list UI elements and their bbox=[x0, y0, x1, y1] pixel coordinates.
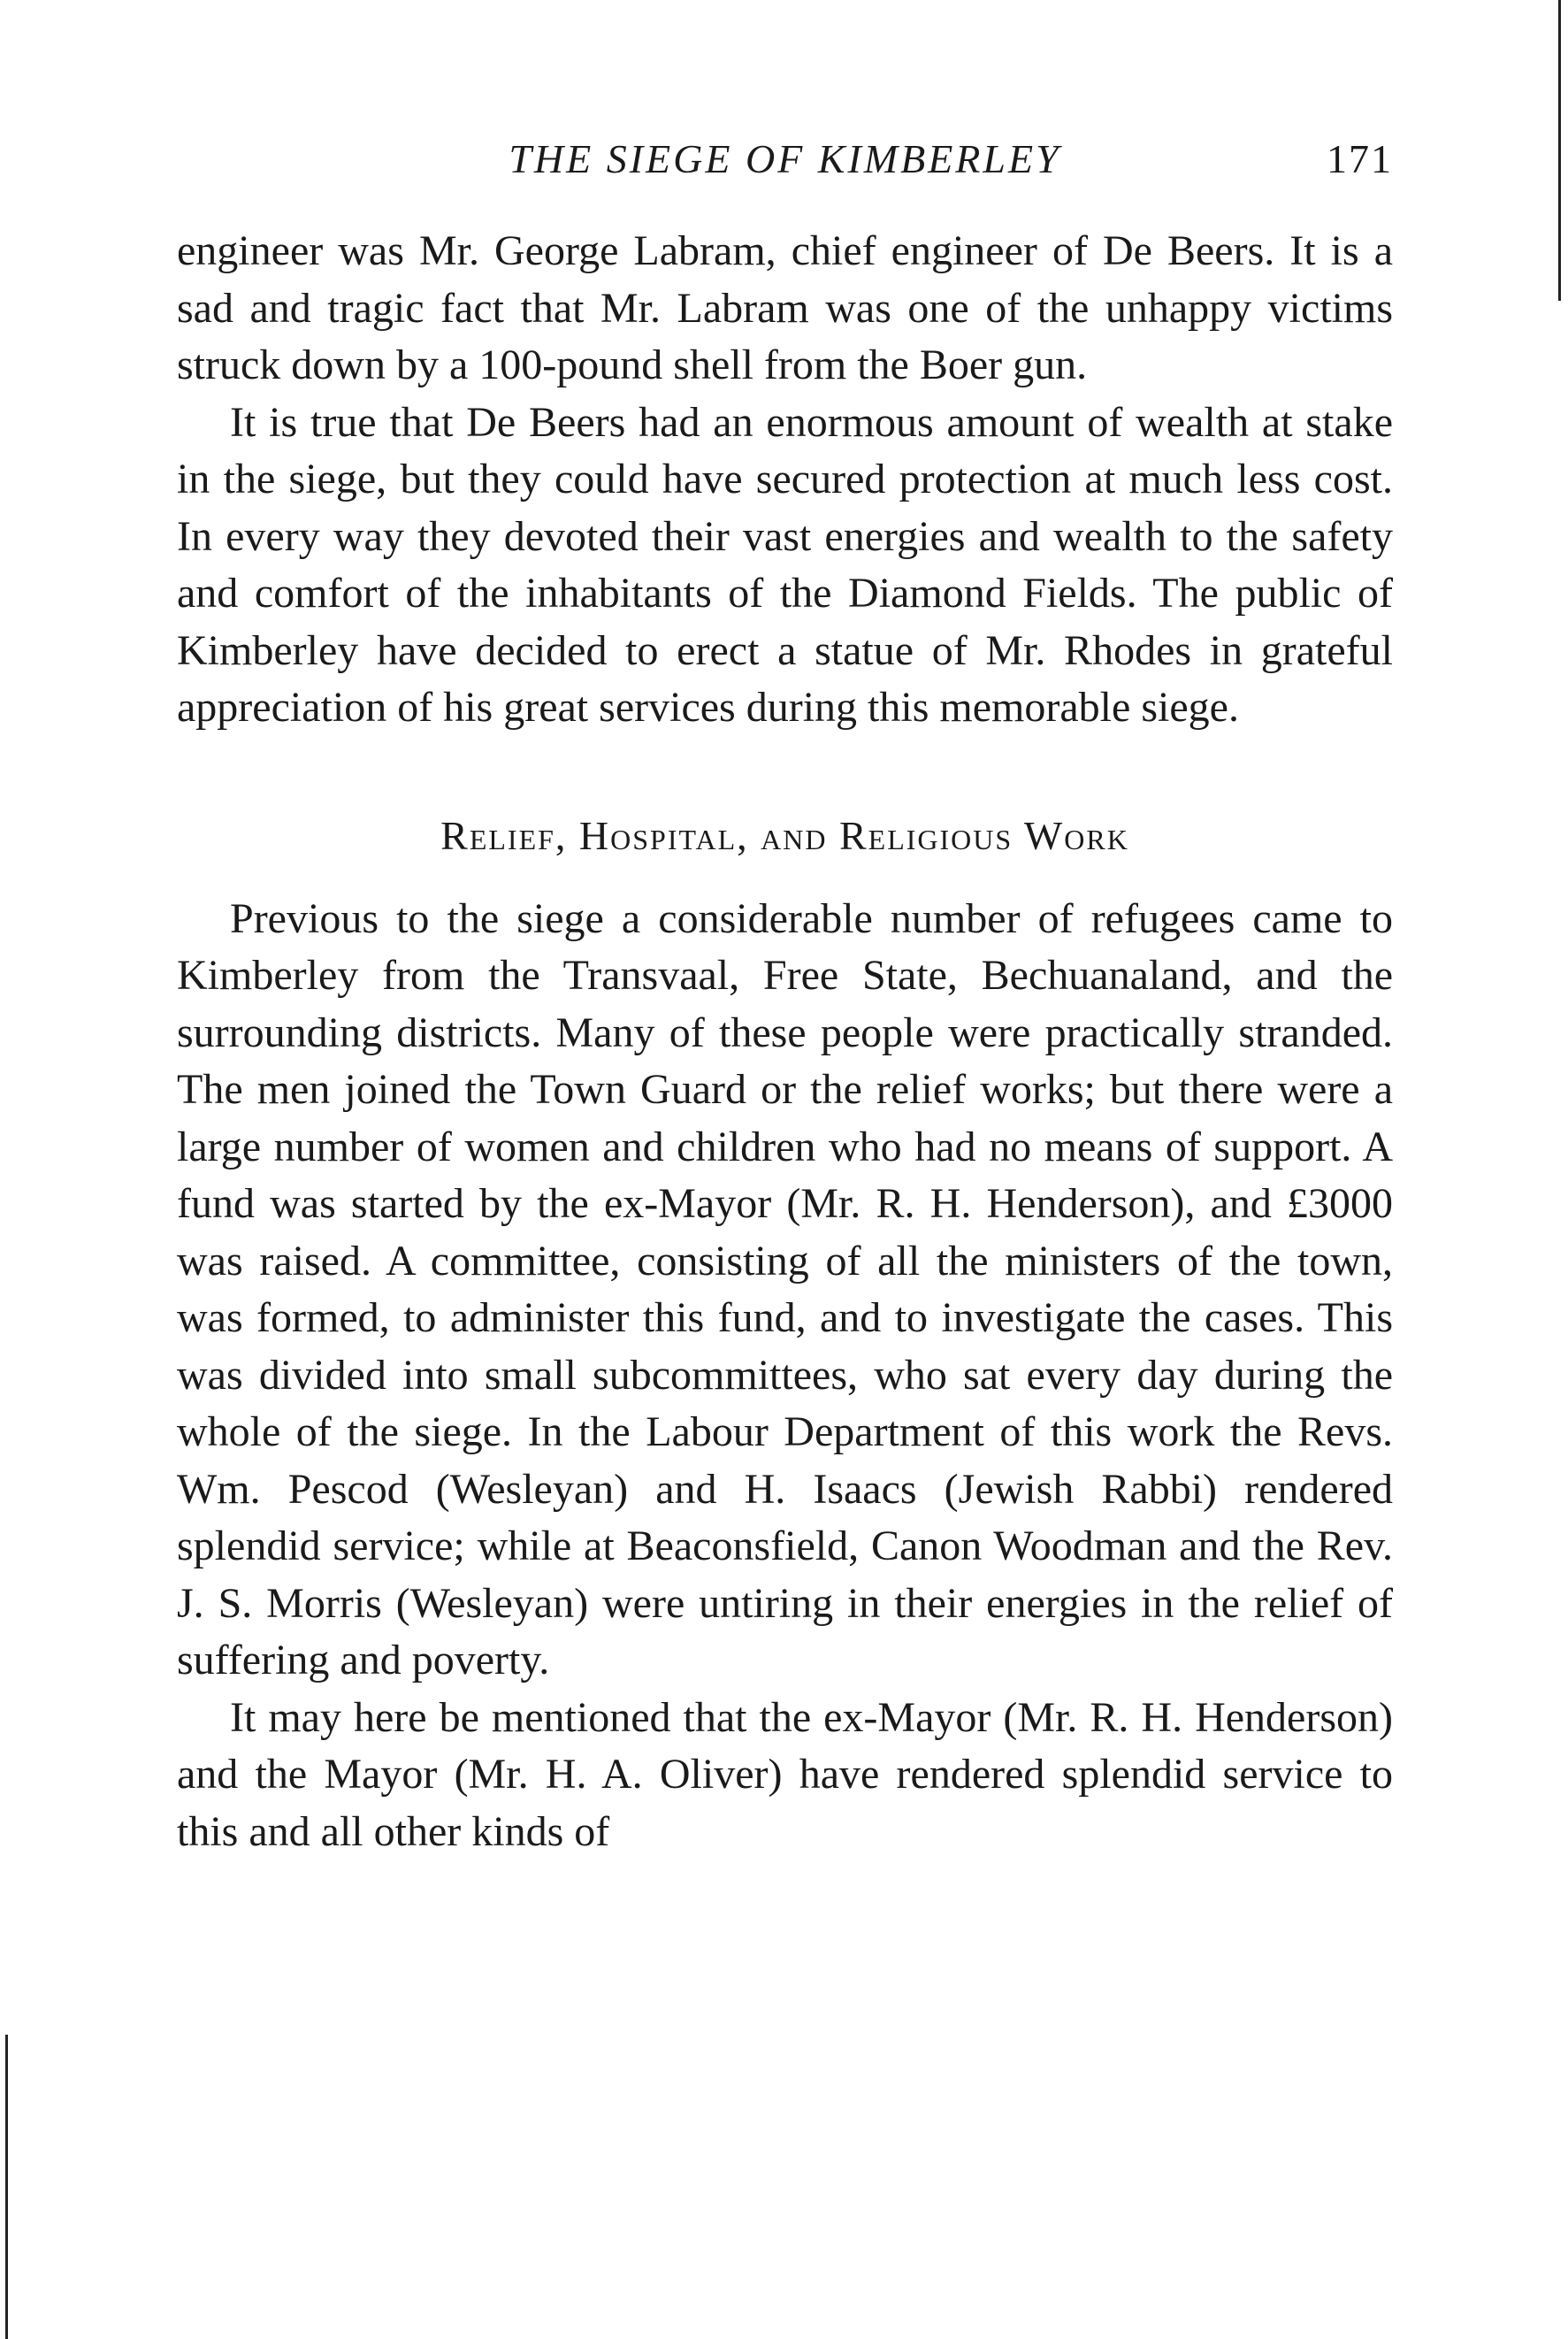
paragraph-continued: engineer was Mr. George Labram, chief engineer of De Beers. It is a sad and tragic fact that Mr. Labram was one of the unhappy victims struck down by a 100-pound shell from the Boer gun. bbox=[177, 227, 1393, 388]
running-title: THE SIEGE OF KIMBERLEY bbox=[509, 136, 1061, 181]
page-number: 171 bbox=[1327, 136, 1393, 181]
body-text bbox=[177, 223, 1393, 1860]
paragraph: Previous to the siege a considerable number of refugees came to Kimberley from the Transvaal, Free State, Bechuanaland, and the surrounding districts. Many of these people were practically stranded. The men joined the Town Guard or the relief works; but there were a large number of women and children who had no means of support. A fund was started by the ex-Mayor (Mr. R. H. Henderson), and £3000 was raised. A committee, consisting of all the ministers of the town, was formed, to administer this fund, and to investigate the cases. This was divided into small subcommittees, who sat every day during the whole of the siege. In the Labour Department of this work the Revs. Wm. Pescod (Wesleyan) and H. Isaacs (Jewish Rabbi) rendered splendid service; while at Beaconsfield, Canon Woodman and the Rev. J. S. Morris (Wesleyan) were untiring in their energies in the relief of suffering and poverty. bbox=[177, 894, 1393, 1683]
page-header bbox=[177, 124, 1393, 195]
paragraph: It is true that De Beers had an enormous amount of wealth at stake in the siege, but they could have secured protection at much less cost. In every way they devoted their vast energies and wealth to the safety and comfort of the inhabitants of the Diamond Fields. The public of Kimberley have decided to erect a statue of Mr. Rhodes in grateful appreciation of his great services during this memorable siege. bbox=[177, 398, 1393, 731]
page-edge-line-left bbox=[5, 2035, 8, 2339]
section-heading: Relief, Hospital, and Religious Work bbox=[440, 812, 1129, 858]
paragraph: It may here be mentioned that the ex-Mayor (Mr. R. H. Henderson) and the Mayor (Mr. H. A. Oliver) have rendered splendid service to this and all other kinds of bbox=[177, 1693, 1393, 1855]
page-edge-line-right bbox=[1558, 0, 1561, 301]
